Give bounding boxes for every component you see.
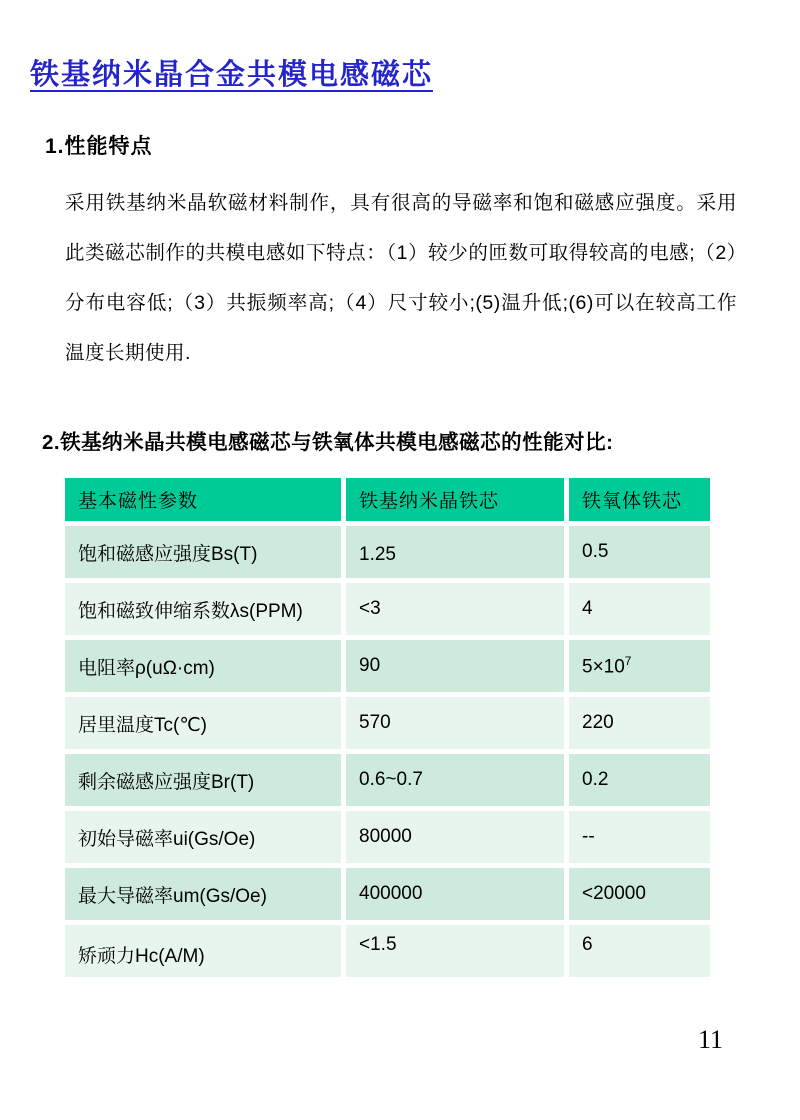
page-number: 11 [698, 1025, 724, 1054]
header-nanocrystalline-core: 铁基纳米晶铁芯 [346, 478, 564, 521]
nano-value-cell: 0.6~0.7 [346, 754, 564, 806]
table-row [65, 640, 710, 692]
nano-value-cell: 570 [346, 697, 564, 749]
param-cell: 饱和磁致伸缩系数λs(PPM) [65, 583, 341, 635]
table-row [65, 697, 710, 749]
ferrite-value-cell: <20000 [569, 868, 710, 920]
ferrite-value-exponent: 7 [624, 653, 632, 668]
param-cell: 居里温度Tc(℃) [65, 697, 341, 749]
nano-value-cell: <3 [346, 583, 564, 635]
section2-heading: 2.铁基纳米晶共模电感磁芯与铁氧体共模电感磁芯的性能对比: [42, 431, 614, 454]
ferrite-value-cell: 6 [569, 925, 710, 977]
nano-value-cell: 400000 [346, 868, 564, 920]
param-cell: 最大导磁率um(Gs/Oe) [65, 868, 341, 920]
nano-value-cell: 1.25 [346, 526, 564, 578]
param-cell: 初始导磁率ui(Gs/Oe) [65, 811, 341, 863]
nano-value-cell: <1.5 [346, 925, 564, 977]
ferrite-value-cell [569, 640, 710, 692]
ferrite-value-cell: 0.5 [569, 526, 710, 578]
table-row [65, 925, 710, 977]
table-row [65, 811, 710, 863]
table-row [65, 868, 710, 920]
comparison-table [60, 473, 715, 982]
ferrite-value-cell: 0.2 [569, 754, 710, 806]
nano-value-cell: 80000 [346, 811, 564, 863]
param-cell: 饱和磁感应强度Bs(T) [65, 526, 341, 578]
table-row [65, 583, 710, 635]
table-row [65, 754, 710, 806]
ferrite-value-cell: 4 [569, 583, 710, 635]
table-row [65, 526, 710, 578]
page-title: 铁基纳米晶合金共模电感磁芯 [30, 59, 434, 91]
param-cell: 矫顽力Hc(A/M) [65, 925, 341, 977]
header-ferrite-core: 铁氧体铁芯 [569, 478, 710, 521]
header-basic-params: 基本磁性参数 [65, 478, 341, 521]
nano-value-cell: 90 [346, 640, 564, 692]
param-cell: 剩余磁感应强度Br(T) [65, 754, 341, 806]
section1-heading: 1.性能特点 [45, 135, 153, 158]
section1-paragraph: 采用铁基纳米晶软磁材料制作，具有很高的导磁率和饱和磁感应强度。采用此类磁芯制作的共模电感如下特点：（1）较少的匝数可取得较高的电感;（2）分布电容低;（3）共振频率高;（4）尺寸较小;(5)温升低;(6)可以在较高工作温度长期使用. [65, 192, 737, 364]
ferrite-value-cell: -- [569, 811, 710, 863]
ferrite-value-cell: 220 [569, 697, 710, 749]
ferrite-value-base: 5×10 [582, 656, 625, 678]
table-header-row [65, 478, 710, 521]
param-cell: 电阻率ρ(uΩ·cm) [65, 640, 341, 692]
